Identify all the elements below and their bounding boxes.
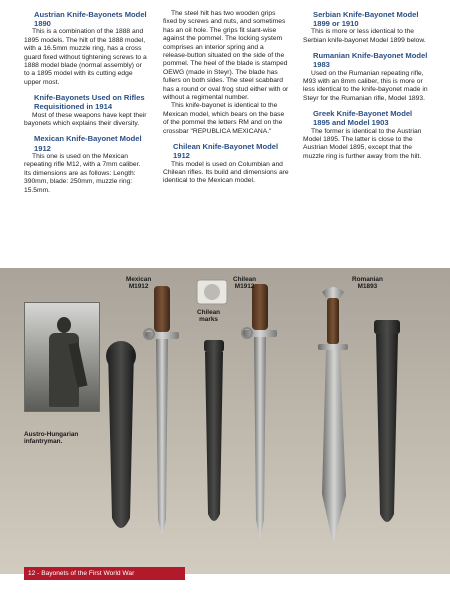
heading-requisitioned-1914: Knife-Bayonets Used on Rifles Requisitioned in 1914 — [34, 93, 145, 112]
para-greek-1895: The former is identical to the Austrian Model 1895. The latter is close to the Austrian Model 1895, except that the muzzle ring is further away from the hilt. — [303, 127, 422, 160]
para-rumanian-1983: Used on the Rumanian repeating rifle, M93 with an 8mm caliber, this is more or less identical to the knife-bayonet made in Steyr for the Rumanian rifle, Model 1893. — [303, 69, 428, 102]
bayonet-romanian-m1893 — [318, 287, 348, 544]
para-austrian-1890: This is a combination of the 1888 and 1895 models. The hilt of the 1888 model, with a 16.5mm muzzle ring, has a cross guard fixed without tightening screws to a 1888 model blade (normal assembly) or to a 1895 model with its cutting edge upper most. — [24, 28, 147, 86]
heading-chilean-1912: Chilean Knife-Bayonet Model 1912 — [173, 142, 279, 161]
para-requisitioned-1914: Most of these weapons have kept their bayonets which explains their diversity. — [24, 111, 147, 128]
text-column-3 — [303, 10, 428, 195]
scabbard-3 — [374, 320, 400, 522]
heading-greek-1895: Greek Knife-Bayonet Model 1895 and Model 1903 — [313, 109, 413, 128]
bayonet-illustrations — [0, 268, 450, 574]
para-chilean-1912: This model is used on Columbian and Chilean rifles. Its build and dimensions are identical to the Mexican model. — [163, 160, 289, 185]
heading-austrian-1890: Austrian Knife-Bayonets Model 1890 — [34, 10, 147, 29]
bayonet-chilean-m1912 — [242, 284, 277, 540]
scabbard-1 — [106, 341, 136, 528]
heading-serbian-1899: Serbian Knife-Bayonet Model 1899 or 1910 — [313, 10, 419, 29]
chilean-marks-seal-icon — [204, 284, 220, 300]
label-mexican-m1912: Mexican M1912 — [126, 276, 152, 291]
bayonet-mexican-m1912 — [144, 286, 179, 536]
label-romanian-m1893: Romanian M1893 — [352, 276, 383, 291]
text-columns — [24, 10, 428, 195]
heading-rumanian-1983: Rumanian Knife-Bayonet Model 1983 — [313, 51, 428, 70]
label-soldier: Austro-Hungarian infantryman. — [24, 431, 79, 446]
para-serbian-1899: This is more or less identical to the Serbian knife-bayonet Model 1899 below. — [303, 28, 426, 44]
para-mexican-1912: This one is used on the Mexican repeating rifle M12, with a 7mm caliber. Its dimensions are as follows: Length: 390mm, blade: 250mm, muzzle ring: 15.5mm. — [24, 152, 141, 194]
scabbard-2 — [204, 340, 224, 521]
para-steel-hilt: The steel hilt has two wooden grips fixed by screws and nuts, and sometimes has an oil hole. The grips fit slant-wise against the pommel. The locking system comprises an interior spring and a release-button situated on the side of the pommel. The heel of the blade is stamped OEWG (made in Steyr). The blade has fullers on both sides. The steel scabbard has a round or oval frog stud either with or without a regimental number. — [163, 10, 289, 102]
text-column-2 — [163, 10, 289, 195]
label-chilean-m1912: Chilean M1912 — [233, 276, 257, 291]
heading-mexican-1912: Mexican Knife-Bayonet Model 1912 — [34, 134, 142, 153]
page-footer: 12 - Bayonets of the First World War — [24, 567, 185, 580]
para-identical-mexican: This knife-bayonet is identical to the Mexican model, which bears on the base of the pommel the letters RM and on the crossbar "REPUBLICA MEXICANA." — [163, 102, 285, 135]
label-chilean-marks: Chilean marks — [197, 309, 221, 324]
text-column-1 — [24, 10, 149, 195]
